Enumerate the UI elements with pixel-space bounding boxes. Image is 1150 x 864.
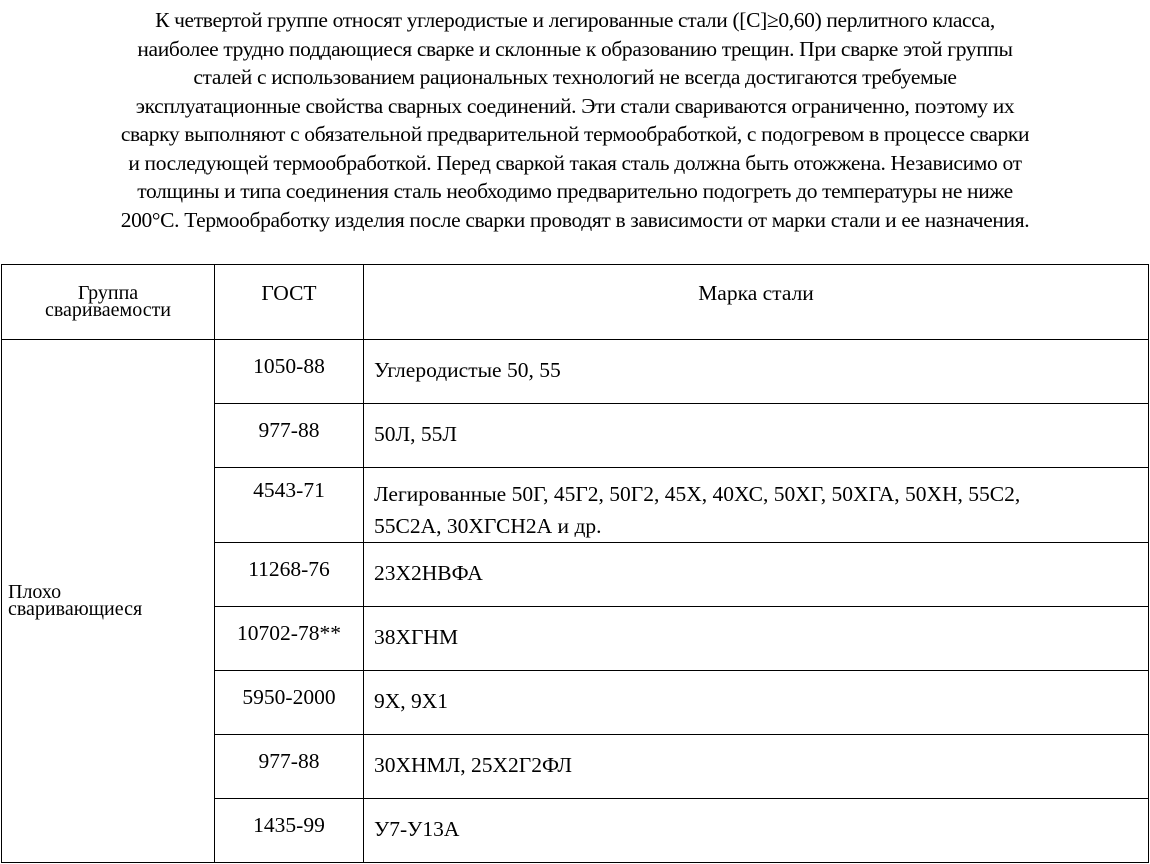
- gost-cell: 10702-78**: [215, 607, 364, 671]
- grade-cell: [364, 340, 1149, 404]
- grade-cell: [364, 404, 1149, 468]
- paragraph-line: и последующей термообработкой. Перед сваркой такая сталь должна быть отожжена. Независимо от: [128, 150, 1022, 175]
- group-line: Плохо: [8, 581, 62, 603]
- grade-line: 50Л, 55Л: [374, 422, 457, 446]
- grade-cell: [364, 735, 1149, 799]
- header-group-line: свариваемости: [44, 299, 172, 321]
- grade-line: 38ХГНМ: [374, 625, 459, 649]
- grade-line: Легированные 50Г, 45Г2, 50Г2, 45Х, 40ХС, 50ХГ, 50ХГА, 50ХН, 55С2,: [374, 482, 1021, 506]
- header-group-line: Группа: [77, 282, 139, 304]
- gost-cell: 977-88: [215, 404, 364, 468]
- paragraph-line: сварку выполняют с обязательной предварительной термообработкой, с подогревом в процессе сварки: [120, 122, 1030, 146]
- grade-cell: [364, 671, 1149, 735]
- grade-cell: [364, 607, 1149, 671]
- grade-line: 55С2А, 30ХГСН2А и др.: [374, 514, 602, 538]
- paragraph-line: толщины и типа соединения сталь необходимо предварительно подогреть до температуры не ниже: [137, 179, 1013, 203]
- paragraph-line: эксплуатационные свойства сварных соединений. Эти стали свариваются ограниченно, поэтому их: [135, 93, 1015, 118]
- paragraph-line: 200°С. Термообработку изделия после сварки проводят в зависимости от марки стали и ее назначения.: [120, 207, 1030, 232]
- header-gost: ГОСТ: [215, 265, 364, 340]
- gost-cell: 4543-71: [215, 468, 364, 543]
- grade-line: 9Х, 9Х1: [374, 689, 449, 713]
- header-weldability-group: [2, 265, 215, 340]
- header-steel-grade: Марка стали: [364, 265, 1149, 340]
- grade-line: У7-У13А: [374, 817, 460, 841]
- gost-cell: 1050-88: [215, 340, 364, 404]
- group-cell-poorly-weldable: [2, 340, 215, 863]
- grade-cell: [364, 543, 1149, 607]
- gost-cell: 11268-76: [215, 543, 364, 607]
- gost-cell: 1435-99: [215, 799, 364, 863]
- gost-cell: 5950-2000: [215, 671, 364, 735]
- grade-line: 23Х2НВФА: [374, 561, 483, 585]
- grade-cell: [364, 799, 1149, 863]
- steel-grades-table: [1, 264, 1149, 863]
- paragraph-line: К четвертой группе относят углеродистые и легированные стали ([C]≥0,60) перлитного класса,: [155, 8, 995, 32]
- table-row: [2, 340, 1149, 404]
- paragraph-line: наиболее трудно поддающиеся сварке и склонные к образованию трещин. При сварке этой группы: [137, 36, 1013, 61]
- grade-cell: [364, 468, 1149, 543]
- gost-cell: 977-88: [215, 735, 364, 799]
- paragraph-line: сталей с использованием рациональных технологий не всегда достигаются требуемые: [193, 65, 957, 89]
- group-line: сваривающиеся: [8, 598, 143, 620]
- table-header-row: [2, 265, 1149, 340]
- intro-paragraph: [0, 6, 1150, 234]
- grade-line: Углеродистые 50, 55: [374, 358, 561, 382]
- grade-line: 30ХНМЛ, 25Х2Г2ФЛ: [374, 753, 572, 777]
